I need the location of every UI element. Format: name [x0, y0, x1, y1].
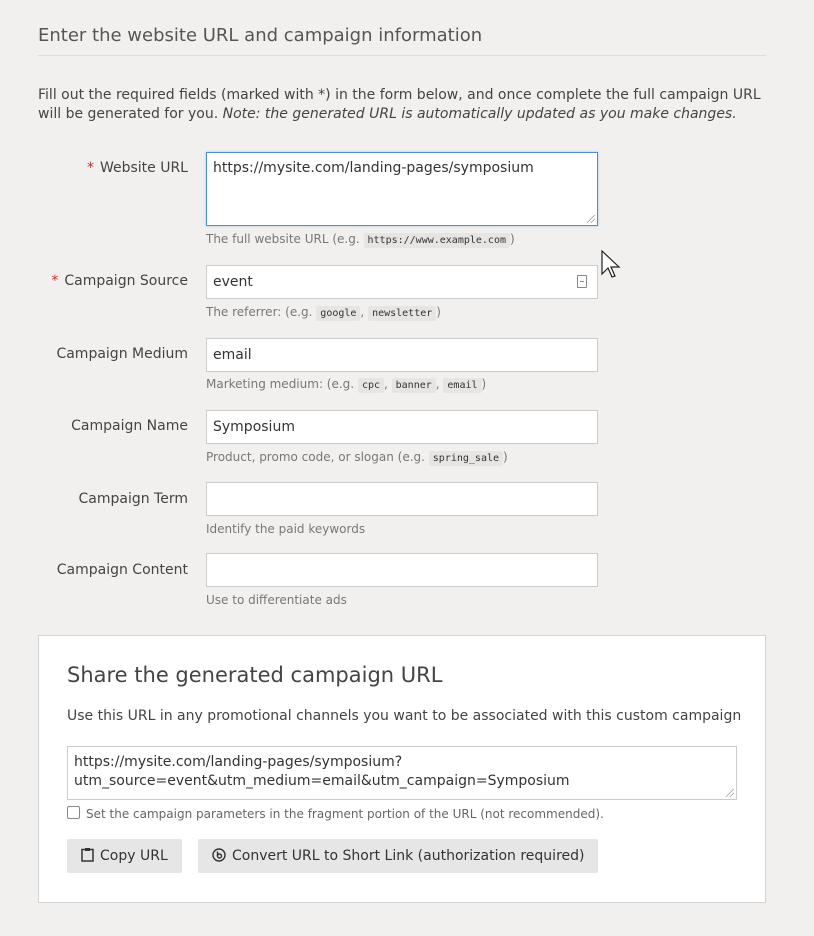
mouse-cursor-icon [600, 250, 624, 280]
share-panel [38, 635, 766, 903]
fragment-checkbox[interactable] [67, 806, 80, 819]
bitly-icon [212, 848, 226, 862]
help-code: newsletter [368, 306, 436, 321]
resize-handle[interactable] [587, 215, 595, 223]
help-code: google [316, 306, 360, 321]
campaign-medium-input[interactable]: email [206, 338, 598, 372]
intro-note: Note: the generated URL is automatically updated as you make changes. [222, 106, 737, 122]
fragment-label: Set the campaign parameters in the fragment portion of the URL (not recommended). [86, 807, 604, 821]
campaign-medium-help: Marketing medium: (e.g. cpc , banner , email ) [206, 377, 487, 391]
website-url-help: The full website URL (e.g. https://www.example.com ) [206, 232, 515, 246]
generated-url-output[interactable]: https://mysite.com/landing-pages/symposium? utm_source=event&utm_medium=email&utm_campaign=Symposium [67, 746, 737, 800]
required-marker: * [86, 160, 94, 176]
campaign-source-help: The referrer: (e.g. google , newsletter ) [206, 305, 441, 319]
help-code: banner [392, 378, 436, 393]
contact-card-icon[interactable] [577, 275, 587, 288]
campaign-content-input[interactable] [206, 553, 598, 587]
website-url-input[interactable]: https://mysite.com/landing-pages/symposium [206, 152, 598, 226]
clipboard-icon [81, 847, 94, 862]
campaign-source-label: * Campaign Source [51, 273, 188, 289]
fragment-option [67, 806, 604, 821]
campaign-medium-label: Campaign Medium [56, 346, 188, 362]
campaign-term-label: Campaign Term [78, 491, 188, 507]
intro-main: Fill out the required fields (marked with *) in the form below, and once complete the full campaign URL will be generated for you. [38, 87, 761, 122]
convert-short-link-button[interactable]: Convert URL to Short Link (authorization required) [198, 839, 598, 873]
share-title: Share the generated campaign URL [67, 663, 443, 687]
campaign-name-input[interactable]: Symposium [206, 410, 598, 444]
resize-handle[interactable] [726, 789, 734, 797]
campaign-term-help: Identify the paid keywords [206, 522, 366, 536]
help-code: email [443, 378, 481, 393]
website-url-label: * Website URL [86, 160, 188, 176]
help-code: spring_sale [429, 451, 503, 466]
campaign-term-input[interactable] [206, 482, 598, 516]
intro-text [38, 86, 778, 124]
campaign-content-label: Campaign Content [56, 562, 188, 578]
campaign-name-label: Campaign Name [71, 418, 188, 434]
copy-url-button[interactable]: Copy URL [67, 839, 182, 873]
campaign-name-help: Product, promo code, or slogan (e.g. spring_sale ) [206, 450, 508, 464]
campaign-source-input[interactable]: event [206, 265, 598, 299]
campaign-content-help: Use to differentiate ads [206, 593, 347, 607]
help-code: cpc [358, 378, 384, 393]
help-code: https://www.example.com [364, 233, 510, 248]
share-description: Use this URL in any promotional channels you want to be associated with this custom campaign [67, 708, 742, 724]
section-title: Enter the website URL and campaign information [38, 25, 766, 56]
required-marker: * [51, 273, 59, 289]
